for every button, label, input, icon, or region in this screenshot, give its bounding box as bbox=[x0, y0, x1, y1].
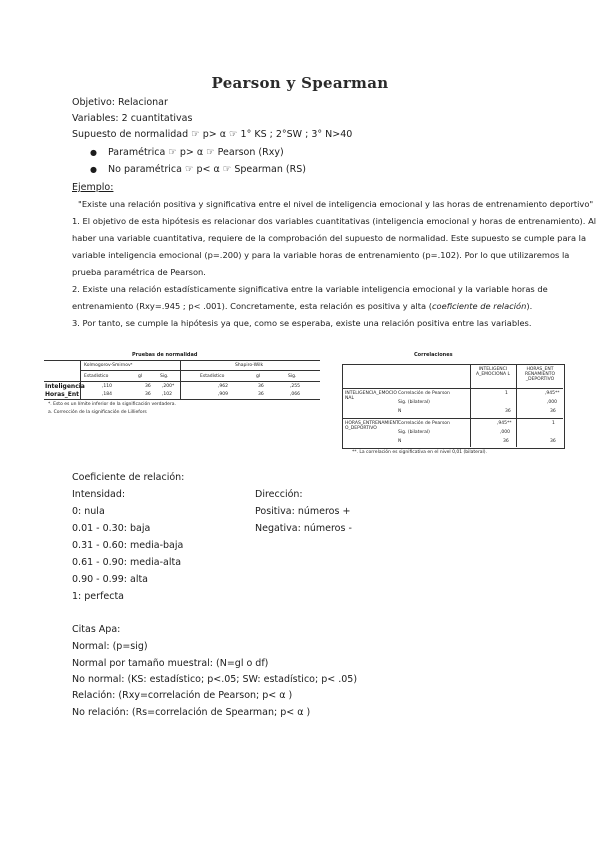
objetivo-line: Objetivo: Relacionar bbox=[72, 97, 168, 108]
corr-stat-label: N bbox=[398, 409, 402, 414]
table-cell: ,200* bbox=[162, 384, 175, 389]
table-rule bbox=[44, 360, 320, 361]
citas-heading: Citas Apa: bbox=[72, 624, 121, 635]
col-header: gl bbox=[138, 374, 143, 379]
table-cell: 36 bbox=[145, 384, 151, 389]
col-header: Estadístico bbox=[84, 374, 109, 379]
direccion-item: Positiva: números + bbox=[255, 506, 351, 517]
table-rule bbox=[44, 399, 320, 400]
table-cell: 36 bbox=[258, 392, 264, 397]
table-rule bbox=[80, 370, 320, 371]
table-cell: ,102 bbox=[162, 392, 173, 397]
col-header: Estadístico bbox=[200, 374, 225, 379]
cita-item: Normal: (p=sig) bbox=[72, 641, 148, 652]
table-cell: ,909 bbox=[218, 392, 229, 397]
bullet-parametrica: Paramétrica ☞ p> α ☞ Pearson (Rxy) bbox=[108, 147, 284, 158]
corr-cell: 36 bbox=[505, 409, 511, 414]
intensidad-item: 0.01 - 0.30: baja bbox=[72, 523, 151, 534]
intensidad-item: 0: nula bbox=[72, 506, 105, 517]
variables-line: Variables: 2 cuantitativas bbox=[72, 113, 193, 124]
table-note: *. Esto es un límite inferior de la significación verdadera. bbox=[48, 402, 176, 407]
paragraph1-line1: 1. El objetivo de esta hipótesis es relacionar dos variables cuantitativas (inteligencia emocional y horas de entrenamiento). Al bbox=[72, 216, 597, 226]
col-header: gl bbox=[256, 374, 261, 379]
direccion-label: Dirección: bbox=[255, 489, 303, 500]
cita-item: Relación: (Rxy=correlación de Pearson; p< α ) bbox=[72, 690, 293, 701]
table-cell: ,110 bbox=[102, 384, 113, 389]
intensidad-label: Intensidad: bbox=[72, 489, 126, 500]
table-rule bbox=[470, 364, 471, 447]
corr-col-header: INTELIGENCI A_EMOCIONA L bbox=[476, 367, 510, 377]
paragraph2-line2-text: entrenamiento (Rxy=.945 ; p< .001). Concretamente, esta relación es positiva y alta ( bbox=[72, 301, 432, 311]
coeficiente-heading: Coeficiente de relación: bbox=[72, 472, 185, 483]
table-cell: ,255 bbox=[290, 384, 301, 389]
coeficiente-relacion-italic: coeficiente de relación bbox=[431, 301, 527, 311]
paragraph1-line3: variable inteligencia emocional (p=.200) y para la variable horas de entrenamiento (p=.102). Por lo que utilizaremos la bbox=[72, 250, 570, 260]
paragraph3-line: 3. Por tanto, se cumple la hipótesis ya que, como se esperaba, existe una relación positiva entre las variables. bbox=[72, 318, 532, 328]
intensidad-item: 0.90 - 0.99: alta bbox=[72, 574, 148, 585]
bullet-dot: ● bbox=[90, 165, 97, 174]
cita-item: No relación: (Rs=correlación de Spearman; p< α ) bbox=[72, 707, 311, 718]
page-title: Pearson y Spearman bbox=[211, 74, 389, 92]
table-cell: 36 bbox=[258, 384, 264, 389]
table-rule bbox=[80, 360, 81, 399]
col-header: Sig. bbox=[160, 374, 169, 379]
table-rule bbox=[342, 418, 563, 419]
corr-stat-label: Sig. (bilateral) bbox=[398, 430, 430, 435]
corr-note: **. La correlación es significativa en el nivel 0,01 (bilateral). bbox=[352, 450, 487, 455]
paragraph2-line2 bbox=[72, 301, 532, 312]
direccion-item: Negativa: números - bbox=[255, 523, 352, 534]
corr-col-header: HORAS_ENT RENAMIENTO _DEPORTIVO bbox=[524, 367, 556, 382]
table-note: a. Corrección de la significación de Lilliefors bbox=[48, 410, 147, 415]
corr-cell: ,000 bbox=[500, 430, 511, 435]
corr-cell: 36 bbox=[550, 439, 556, 444]
corr-cell: 1 bbox=[505, 391, 508, 396]
corr-cell: ,945** bbox=[545, 391, 560, 396]
corr-row-label: HORAS_ENTRENAMIENT O_DEPORTIVO bbox=[345, 421, 399, 431]
col-header: Sig. bbox=[288, 374, 297, 379]
table-cell: ,066 bbox=[290, 392, 301, 397]
corr-row-label: INTELIGENCIA_EMOCIO NAL bbox=[345, 391, 397, 401]
ejemplo-label: Ejemplo: bbox=[72, 182, 114, 193]
paragraph2-line1: 2. Existe una relación estadísticamente significativa entre la variable inteligencia emocional y la variable horas de bbox=[72, 284, 548, 294]
intensidad-item: 1: perfecta bbox=[72, 591, 125, 602]
normality-table-title: Pruebas de normalidad bbox=[132, 352, 198, 358]
row-label: Horas_Ent bbox=[45, 391, 79, 398]
table-rule bbox=[180, 360, 181, 399]
paragraph2-line2-end: ). bbox=[526, 301, 533, 311]
intensidad-item: 0.61 - 0.90: media-alta bbox=[72, 557, 182, 568]
cita-item: No normal: (KS: estadístico; p<.05; SW: estadístico; p< .05) bbox=[72, 674, 358, 685]
paragraph1-line2: haber una variable cuantitativa, requiere de la comprobación del supuesto de normalidad. Este supuesto se cumple para la bbox=[72, 233, 587, 243]
table-rule bbox=[44, 381, 320, 382]
corr-cell: ,945** bbox=[497, 421, 512, 426]
corr-cell: 36 bbox=[503, 439, 509, 444]
corr-stat-label: Correlación de Pearson bbox=[398, 421, 450, 426]
supuesto-line: Supuesto de normalidad ☞ p> α ☞ 1° KS ; 2°SW ; 3° N>40 bbox=[72, 129, 353, 140]
table-rule bbox=[342, 388, 563, 389]
hipotesis-text: "Existe una relación positiva y significativa entre el nivel de inteligencia emocional y las horas de entrenamiento deportivo" bbox=[78, 199, 594, 209]
paragraph1-line4: prueba paramétrica de Pearson. bbox=[72, 267, 206, 277]
corr-cell: 1 bbox=[552, 421, 555, 426]
sw-group-header: Shapiro-Wilk bbox=[235, 363, 264, 368]
corr-cell: 36 bbox=[550, 409, 556, 414]
corr-stat-label: Correlación de Pearson bbox=[398, 391, 450, 396]
ks-group-header: Kolmogorov-Smirnovᵃ bbox=[84, 363, 133, 368]
bullet-dot: ● bbox=[90, 148, 97, 157]
corr-cell: ,000 bbox=[547, 400, 558, 405]
intensidad-item: 0.31 - 0.60: media-baja bbox=[72, 540, 184, 551]
corr-stat-label: Sig. (bilateral) bbox=[398, 400, 430, 405]
row-label: Inteligencia bbox=[45, 383, 85, 390]
table-cell: ,184 bbox=[102, 392, 113, 397]
table-cell: ,962 bbox=[218, 384, 229, 389]
corr-stat-label: N bbox=[398, 439, 402, 444]
bullet-no-parametrica: No paramétrica ☞ p< α ☞ Spearman (RS) bbox=[108, 164, 306, 175]
cita-item: Normal por tamaño muestral: (N=gl o df) bbox=[72, 658, 269, 669]
correlations-table-title: Correlaciones bbox=[414, 352, 453, 358]
table-rule bbox=[516, 364, 517, 447]
table-cell: 36 bbox=[145, 392, 151, 397]
